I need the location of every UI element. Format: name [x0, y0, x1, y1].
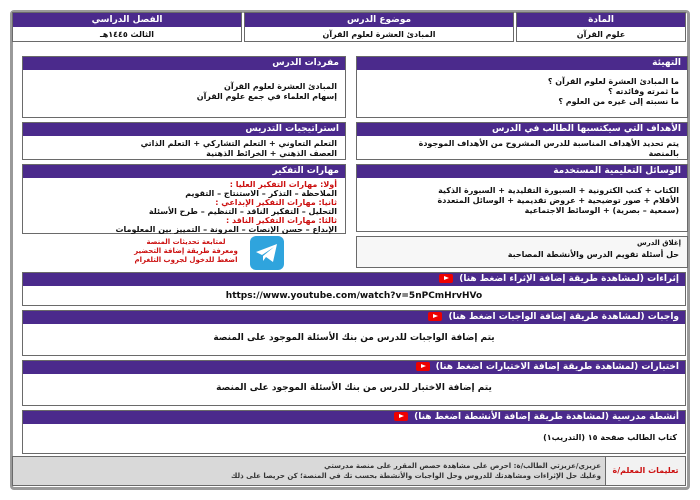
objectives-line: بالمنصة [648, 149, 679, 158]
thinking-line: ثالثا: مهارات التفكير الناقد : [226, 216, 337, 225]
strategies-section [22, 122, 346, 160]
teacher-notes-line: وعليك حل الإثراءات ومشاهدتك للدروس وحل الواجبات والأنشطة بحسب تك في المنصة؛ كن حريصا على ذلك [231, 472, 601, 480]
thinking-line: الإبداع – حسن الإنصات – المرونة – التمييز بين المعلومات [115, 225, 337, 234]
activities-title: أنشطة مدرسية [612, 412, 679, 422]
teacher-notes-section [12, 456, 686, 486]
vocab-body [23, 70, 345, 105]
youtube-icon[interactable] [416, 362, 430, 371]
telegram-note[interactable] [130, 238, 242, 265]
term-label: الفصل الدراسي [13, 13, 241, 27]
vocab-line: المبادئ العشرة لعلوم القرآن [224, 82, 337, 91]
thinking-line: ثانيا: مهارات التفكير الإبداعي : [215, 198, 337, 207]
telegram-note-line: ومعرفة طريقة إضافة التحضير [134, 247, 238, 255]
term-cell [12, 12, 242, 42]
thinking-section [22, 164, 346, 234]
teacher-notes-line: عزيزي/عزيزتي الطالب/ة: احرص على مشاهدة حصص المقرر على منصة مدرستي [324, 462, 601, 470]
intro-line: ما ثمرته وفائدته ؟ [608, 87, 679, 96]
enrichment-section [22, 272, 686, 306]
paper-plane-icon [255, 242, 279, 264]
tools-line: (سمعية – بصرية) + الوسائط الاجتماعية [524, 206, 679, 215]
vocab-title: مفردات الدرس [23, 57, 345, 70]
youtube-icon[interactable] [394, 412, 408, 421]
tests-header [23, 361, 685, 374]
objectives-line: يتم تحديد الأهداف المناسبة للدرس المشروح من الأهداف الموجودة [418, 139, 679, 148]
intro-body [357, 70, 687, 110]
enrichment-link[interactable]: (لمشاهدة طريقة إضافة الإثراء اضغط هنا) [459, 274, 644, 284]
subject-value: علوم القرآن [576, 30, 626, 39]
tools-title: الوسائل التعليمية المستخدمة [357, 165, 687, 178]
closure-section [356, 236, 688, 268]
tests-text: يتم إضافة الاختبار للدرس من بنك الأسئلة الموجود على المنصة [216, 383, 492, 393]
strategies-line: العصف الذهني + الخرائط الذهنية [206, 149, 337, 158]
intro-title: التهيئة [357, 57, 687, 70]
activities-link[interactable]: (لمشاهدة طريقة إضافة الأنشطة اضغط هنا) [414, 412, 609, 422]
subject-label: المادة [517, 13, 685, 27]
term-value: الثالث ١٤٤٥هـ [99, 30, 155, 39]
enrichment-url[interactable]: https://www.youtube.com/watch?v=5nPCmHrvHVo [225, 291, 483, 301]
closure-title: إغلاق الدرس [637, 239, 681, 247]
tools-line: الأقلام + صور توضيحية + عروض تقديمية + الوسائل المتعددة [437, 196, 679, 205]
teacher-notes-label: تعليمات المعلم/ة [605, 457, 685, 485]
closure-text: حل أسئلة تقويم الدرس والأنشطة المصاحبة [507, 250, 679, 259]
topic-label: موضوع الدرس [245, 13, 513, 27]
intro-section [356, 56, 688, 118]
thinking-line: الملاحظة – التذكر – الاستنتاج – التقويم [185, 189, 337, 198]
topic-value: المبادئ العشرة لعلوم القرآن [322, 30, 436, 39]
thinking-line: التحليل – التفكير الناقد – التنظيم – طرح الأسئلة [148, 207, 337, 216]
youtube-icon[interactable] [428, 312, 442, 321]
activities-section [22, 410, 686, 454]
topic-cell [244, 12, 514, 42]
tests-section [22, 360, 686, 406]
objectives-body [357, 136, 687, 162]
vocab-section [22, 56, 346, 118]
thinking-body [23, 178, 345, 237]
tests-link[interactable]: (لمشاهدة طريقة إضافة الاختبارات اضغط هنا) [435, 362, 639, 372]
homework-title: واجبات [647, 312, 679, 322]
activities-text: كتاب الطالب صفحة ١٥ (التدريب١) [543, 433, 677, 442]
thinking-title: مهارات التفكير [23, 165, 345, 178]
objectives-section [356, 122, 688, 160]
lesson-info-table [12, 12, 686, 42]
telegram-note-line: اضغط للدخول لجروب التلغرام [134, 256, 238, 264]
youtube-icon[interactable] [439, 274, 453, 283]
homework-text: يتم إضافة الواجبات للدرس من بنك الأسئلة الموجود على المنصة [213, 333, 495, 343]
subject-cell [516, 12, 686, 42]
strategies-title: استراتيجيات التدريس [23, 123, 345, 136]
tools-section [356, 164, 688, 232]
tools-body [357, 178, 687, 219]
strategies-body [23, 136, 345, 162]
homework-section [22, 310, 686, 356]
enrichment-title: إثراءات [647, 274, 679, 284]
vocab-line: إسهام العلماء في جمع علوم القرآن [196, 92, 337, 101]
activities-header [23, 411, 685, 424]
homework-header [23, 311, 685, 324]
telegram-note-line: لمتابعة تحديثات المنصة [146, 238, 226, 246]
intro-line: ما المبادئ العشرة لعلوم القرآن ؟ [547, 77, 679, 86]
tests-title: اختبارات [641, 362, 679, 372]
intro-line: ما نسبته إلى غيره من العلوم ؟ [558, 97, 679, 106]
thinking-line: أولا: مهارات التفكير العليا : [229, 180, 337, 189]
telegram-icon[interactable] [250, 236, 284, 270]
enrichment-header [23, 273, 685, 286]
homework-link[interactable]: (لمشاهدة طريقة إضافة الواجبات اضغط هنا) [448, 312, 645, 322]
objectives-title: الأهداف التي سيكتسبها الطالب في الدرس [357, 123, 687, 136]
tools-line: الكتاب + كتب الكترونية + السبورة التقليدية + السبورة الذكية [438, 186, 679, 195]
strategies-line: التعلم التعاوني + التعلم التشاركي + التعلم الذاتي [140, 139, 337, 148]
teacher-notes-body [21, 461, 601, 481]
